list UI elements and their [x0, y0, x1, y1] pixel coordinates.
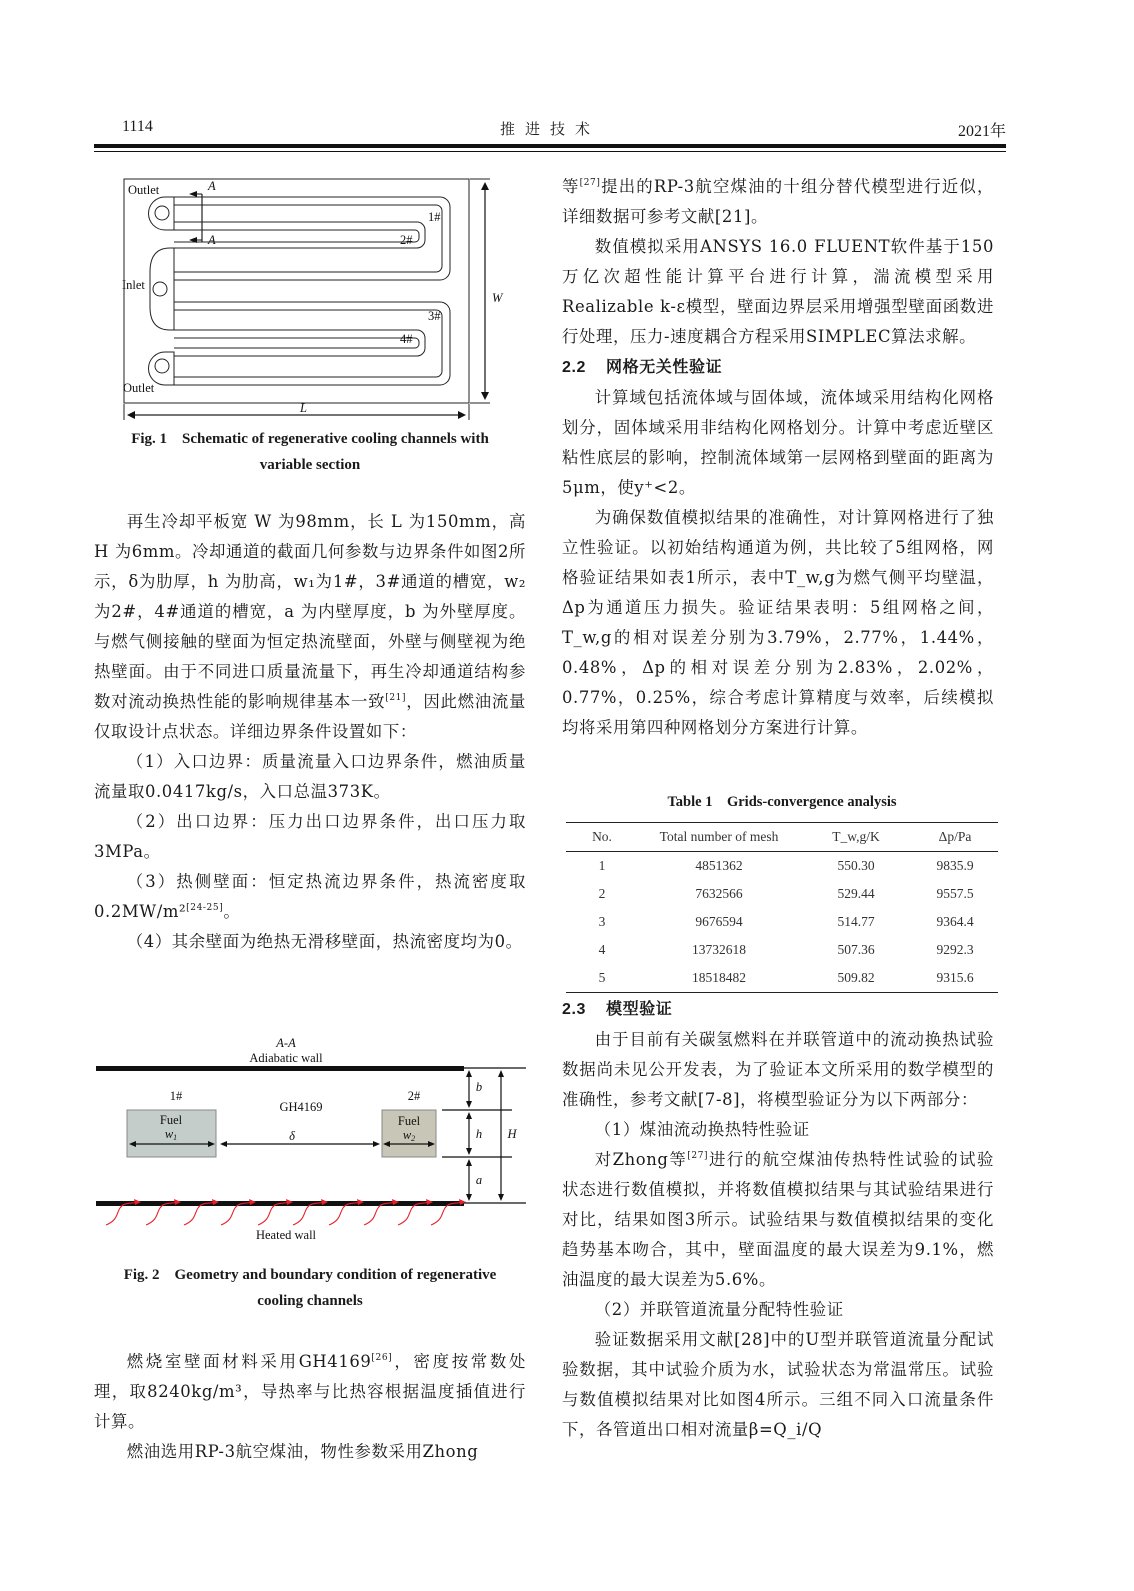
header-rule-thick — [94, 144, 1006, 148]
paragraph-material: 燃烧室壁面材料采用GH4169[26]，密度按常数处理，取8240kg/m³，导热率与比热容根据温度插值进行计算。 — [94, 1352, 526, 1431]
page-number: 1114 — [122, 118, 153, 135]
channel-2-label: 2# — [400, 233, 413, 247]
col-mesh: Total number of mesh — [638, 823, 800, 852]
table-row: 3 9676594 514.77 9364.4 — [598, 914, 974, 929]
paragraph-geometry: 再生冷却平板宽 W 为98mm，长 L 为150mm，高 H 为6mm。冷却通道的截面几何参数与边界条件如图2所示，δ为肋厚，h 为肋高，w₁为1#，3#通道的槽宽，w₂为2#，4#通道的槽宽，a 为内壁厚度，b 为外壁厚度。与燃气侧接触的壁面为恒定热流壁面，外壁与侧壁视为绝热壁面。由于不同进口质量流量下，再生冷却通道结构参数对流动换热性能的影响规律基本一致[21]，因此燃油流量仅取设计点状态。详细边界条件设置如下： — [94, 512, 527, 741]
paragraph-simulation: 数值模拟采用ANSYS 16.0 FLUENT软件基于150万亿次超性能计算平台进行计算，湍流模型采用Realizable k-ε模型，壁面边界层采用增强型壁面函数进行处理，压力-速度耦合方程采用SIMPLEC算法求解。 — [562, 237, 994, 346]
header-rule-thin — [94, 151, 1006, 152]
channel-4-label: 4# — [400, 332, 413, 346]
channel-3-label: 3# — [428, 309, 441, 323]
col-twg: T_w,g/K — [800, 823, 912, 852]
publication-year: 2021年 — [957, 123, 1006, 140]
figure-2-cross-section — [96, 1034, 526, 1266]
material-label: GH4169 — [279, 1100, 323, 1114]
paragraph-surrogate: 等[27]提出的RP-3航空煤油的十组分替代模型进行近似，详细数据可参考文献[21]。 — [562, 177, 994, 226]
journal-title: 推进技术 — [499, 120, 600, 138]
h-label: h — [475, 1127, 483, 1141]
table-1-caption: Table 1 Grids-convergence analysis — [667, 794, 897, 810]
paragraph-grid-domain: 计算域包括流体域与固体域，流体域采用结构化网格划分，固体域采用非结构化网格划分。计算中考虑近壁区粘性底层的影响，控制流体域第一层网格到壁面的距离为5μm，使y⁺<2。 — [562, 388, 994, 497]
boundary-condition-2: （2）出口边界：压力出口边界条件，出口压力取3MPa。 — [94, 812, 526, 861]
paragraph-validation-intro: 由于目前有关碳氢燃料在并联管道中的流动换热试验数据尚未见公开发表，为了验证本文所采用的数学模型的准确性，参考文献[7-8]，将模型验证分为以下两部分： — [562, 1030, 994, 1109]
figure-2-caption-line1: Fig. 2 Geometry and boundary condition of regenerative — [123, 1267, 497, 1283]
figure-1-channel-schematic — [110, 172, 510, 427]
paragraph-kerosene-validation: 对Zhong等[27]进行的航空煤油传热特性试验的试验状态进行数值模拟，并将数值模拟结果与其试验结果进行对比，结果如图3所示。试验结果与数值模拟结果的变化趋势基本吻合，其中，壁面温度的最大误差为9.1%，燃油温度的最大误差为5.6%。 — [562, 1150, 994, 1289]
subheading-flow-distribution: （2）并联管道流量分配特性验证 — [594, 1300, 844, 1319]
channel-2-label: 2# — [407, 1089, 421, 1103]
inlet-label: Inlet — [122, 278, 145, 292]
grid-convergence-table — [566, 822, 998, 993]
left-column-text — [94, 507, 526, 957]
table-header-row — [566, 823, 998, 852]
boundary-condition-3: （3）热侧壁面：恒定热流边界条件，热流密度取0.2MW/m²[24-25]。 — [94, 872, 526, 921]
running-header — [94, 118, 1006, 142]
channel-1-label: 1# — [169, 1089, 183, 1103]
col-dp: Δp/Pa — [912, 823, 998, 852]
delta-label: δ — [289, 1129, 295, 1143]
channel-1-label: 1# — [428, 210, 441, 224]
right-column-text — [562, 172, 994, 743]
right-column-text-lower — [562, 994, 994, 1445]
paragraph-fuel: 燃油选用RP-3航空煤油，物性参数采用Zhong — [126, 1442, 479, 1461]
length-label: L — [300, 401, 307, 415]
figure-2-caption-line2: cooling channels — [257, 1293, 363, 1309]
section-a-top-label: A — [208, 179, 216, 193]
figure-1-caption — [94, 426, 526, 478]
paragraph-flow-distribution: 验证数据采用文献[28]中的U型并联管道流量分配试验数据，其中试验介质为水，试验状态为常温常压。试验与数值模拟结果对比如图4所示。三组不同入口流量条件下，各管道出口相对流量β=Q_i/Q — [562, 1330, 994, 1439]
col-no: No. — [566, 823, 638, 852]
a-label: a — [475, 1173, 483, 1187]
section-aa-label: A-A — [276, 1036, 296, 1050]
subheading-kerosene-validation: （1）煤油流动换热特性验证 — [594, 1120, 810, 1139]
fuel-1-label: Fuel — [159, 1113, 183, 1127]
boundary-condition-4: （4）其余壁面为绝热无滑移壁面，热流密度均为0。 — [126, 932, 523, 951]
left-column-text-lower — [94, 1347, 526, 1467]
fuel-2-label: Fuel — [397, 1114, 421, 1128]
table-row: 4 13732618 507.36 9292.3 — [598, 942, 974, 957]
adiabatic-wall-label: Adiabatic wall — [249, 1051, 323, 1065]
w2-label: w2 — [402, 1128, 416, 1143]
paragraph-grid-independence: 为确保数值模拟结果的准确性，对计算网格进行了独立性验证。以初始结构通道为例，共比较了5组网格，网格验证结果如表1所示，表中T_w,g为燃气侧平均壁温，Δp为通道压力损失。验证结果表明：5组网格之间，T_w,g的相对误差分别为3.79%，2.77%，1.44%，0.48%，Δp的相对误差分别为2.83%，2.02%，0.77%，0.25%，综合考虑计算精度与效率，后续模拟均将采用第四种网格划分方案进行计算。 — [562, 508, 994, 737]
section-2-3-heading: 2.3 模型验证 — [562, 999, 673, 1018]
figure-1-caption-line2: variable section — [259, 457, 361, 473]
table-row: 1 4851362 550.30 9835.9 — [598, 858, 974, 873]
section-a-bottom-label: A — [208, 233, 216, 247]
width-label: W — [492, 291, 503, 305]
b-label: b — [475, 1080, 483, 1094]
heated-wall-label: Heated wall — [255, 1228, 317, 1242]
outlet-bottom-label: Outlet — [123, 381, 155, 395]
w1-label: w1 — [164, 1127, 178, 1142]
figure-2-caption — [94, 1262, 526, 1314]
outlet-top-label: Outlet — [128, 183, 160, 197]
section-2-2-heading: 2.2 网格无关性验证 — [562, 357, 723, 376]
table-row: 5 18518482 509.82 9315.6 — [566, 964, 998, 993]
figure-1-caption-line1: Fig. 1 Schematic of regenerative cooling channels with — [131, 431, 489, 447]
H-label: H — [507, 1127, 517, 1141]
table-row: 2 7632566 529.44 9557.5 — [598, 886, 974, 901]
boundary-condition-1: （1）入口边界：质量流量入口边界条件，燃油质量流量取0.0417kg/s，入口总温373K。 — [94, 752, 526, 801]
adiabatic-wall — [96, 1066, 464, 1071]
